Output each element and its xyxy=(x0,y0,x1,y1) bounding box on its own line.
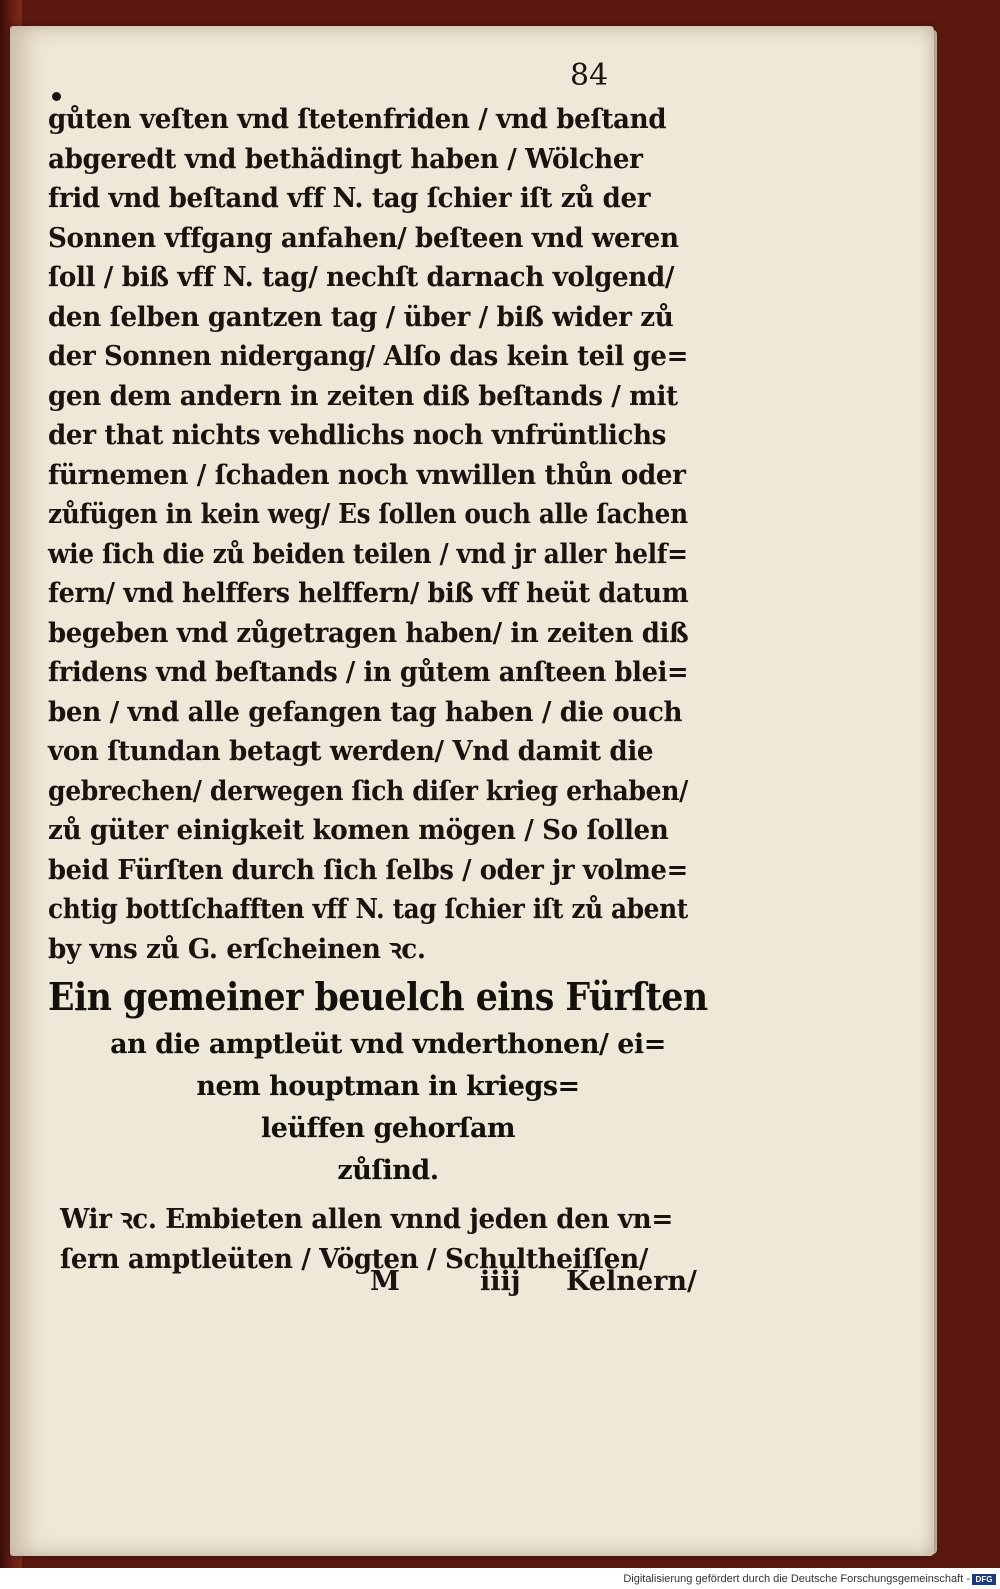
body-line: frid vnd beſtand vff N. tag ſchier iſt zů der xyxy=(48,183,651,214)
dfg-logo-icon: DFG xyxy=(972,1574,996,1585)
heading-subline: leüffen gehorſam xyxy=(260,1113,516,1144)
body-line: beid Fürſten durch ſich ſelbs / oder jr volme= xyxy=(48,854,688,886)
heading-title: Ein gemeiner beuelch eins Fürſten xyxy=(48,974,708,1019)
body-line: zů güter einigkeit komen mögen / So ſollen xyxy=(48,815,669,846)
catchword: Kelnern/ xyxy=(566,1266,697,1297)
body-text-block xyxy=(48,100,708,969)
body-line: fürnemen / ſchaden noch vnwillen thůn oder xyxy=(48,459,686,491)
funding-notice: Digitalisierung gefördert durch die Deutsche Forschungsgemeinschaft - xyxy=(623,1573,970,1585)
body-line: von ſtundan betagt werden/ Vnd damit die xyxy=(48,736,654,767)
body-line: ſoll / biß vff N. tag/ nechſt darnach volgend/ xyxy=(48,262,675,293)
body-line: der Sonnen nidergang/ Alſo das kein teil ge= xyxy=(48,341,688,372)
body-line: fridens vnd beſtands / in gůtem anſteen blei= xyxy=(48,657,689,688)
body-line: der that nichts vehdlichs noch vnfrüntlichs xyxy=(48,420,667,451)
body-line: wie ſich die zů beiden teilen / vnd jr aller helf= xyxy=(48,538,688,570)
body-line: ben / vnd alle gefangen tag haben / die ouch xyxy=(48,696,683,728)
body-line: gebrechen/ derwegen ſich diſer krieg erhaben/ xyxy=(48,775,688,807)
signature-mark: M xyxy=(370,1266,400,1297)
body-line: zůfügen in kein weg/ Es ſollen ouch alle ſachen xyxy=(48,499,688,530)
body-line: den ſelben gantzen tag / über / biß wider zů xyxy=(48,301,674,333)
heading-subline: nem houptman in kriegs= xyxy=(196,1071,580,1102)
heading-subline: zůſind. xyxy=(337,1155,439,1186)
page-number: 84 xyxy=(570,58,609,93)
body-line: Sonnen vffgang anfahen/ beſteen vnd weren xyxy=(48,222,679,254)
body-line: abgeredt vnd bethädingt haben / Wölcher xyxy=(48,143,643,175)
signature-numeral: iiij xyxy=(480,1266,521,1297)
body-line: begeben vnd zůgetragen haben/ in zeiten diß xyxy=(48,617,689,649)
body-line: ſern amptleüten / Vögten / Schultheiſſen/ xyxy=(60,1243,648,1275)
body-line: gůten veſten vnd ſtetenfriden / vnd beſtand xyxy=(48,104,667,135)
body-line: Wir ꝛc. Embieten allen vnnd jeden den vn= xyxy=(60,1204,673,1235)
body-line: fern/ vnd helffers helffern/ biß vff heüt datum xyxy=(48,578,689,609)
body-line: gen dem andern in zeiten diß beſtands / mit xyxy=(48,380,678,412)
body-line: chtig bottſchafften vff N. tag ſchier iſt zů abent xyxy=(48,894,688,925)
body-line: by vns zů G. erſcheinen ꝛc. xyxy=(48,933,426,965)
section-heading xyxy=(48,970,728,1192)
heading-subline: an die amptleüt vnd vnderthonen/ ei= xyxy=(110,1029,666,1060)
